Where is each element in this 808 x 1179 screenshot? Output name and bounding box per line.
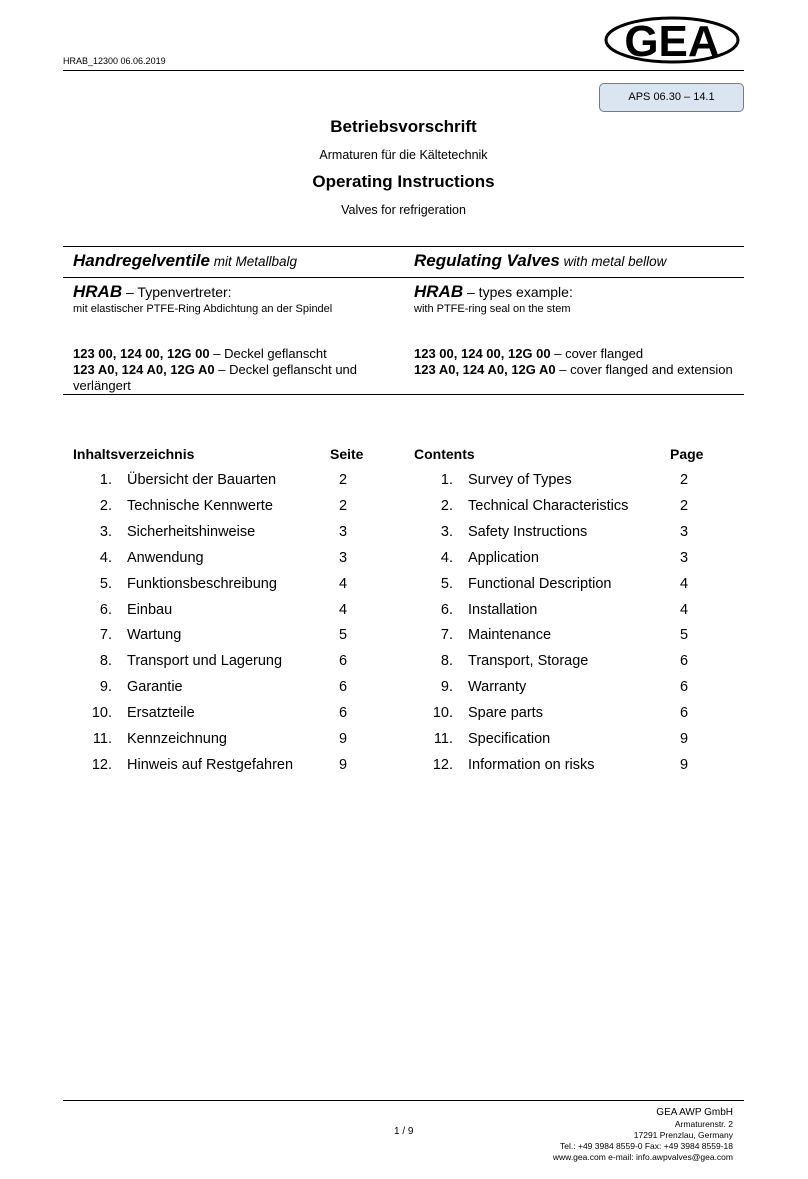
company-web: www.gea.com e-mail: info.awpvalves@gea.com (552, 1152, 733, 1162)
toc-item-page: 3 (679, 523, 689, 540)
toc-item-page: 2 (679, 497, 689, 514)
toc-item-label: Application (468, 549, 539, 566)
toc-item-label: Technical Characteristics (468, 497, 629, 514)
toc-item-label: Anwendung (127, 549, 204, 566)
toc-item-number: 11. (433, 731, 453, 747)
toc-item-page: 6 (338, 679, 348, 696)
toc-item-number: 7. (99, 627, 112, 644)
toc-item-page: 3 (338, 549, 348, 566)
subtitle-german: Armaturen für die Kältetechnik (319, 148, 488, 162)
toc-item-label: Specification (468, 731, 551, 747)
product-rule-middle (63, 277, 744, 278)
toc-item-number: 9. (440, 679, 453, 696)
toc-item-number: 4. (99, 549, 112, 566)
page-number: 1 / 9 (394, 1126, 414, 1137)
toc-item-label: Functional Description (468, 575, 612, 592)
product-heading-german: Handregelventile mit Metallbalg (73, 251, 298, 270)
toc-item-number: 5. (440, 575, 453, 592)
seal-note-german: mit elastischer PTFE-Ring Abdichtung an der Spindel (73, 303, 333, 315)
toc-item-number: 12. (432, 756, 453, 773)
toc-page-heading-english: Page (670, 446, 704, 462)
toc-item-page: 2 (679, 472, 689, 488)
seal-note-english: with PTFE-ring seal on the stem (414, 303, 571, 315)
company-phone: Tel.: +49 3984 8559-0 Fax: +49 3984 8559-18 (560, 1141, 733, 1151)
toc-item-label: Technische Kennwerte (127, 497, 273, 514)
toc-item-page: 9 (679, 756, 689, 773)
title-english: Operating Instructions (312, 172, 495, 191)
toc-item-number: 4. (440, 549, 453, 566)
toc-item-number: 8. (440, 653, 453, 670)
variant-line-1: 123 00, 124 00, 12G 00 – cover flanged (414, 346, 644, 361)
header-rule (63, 70, 744, 71)
toc-item-number: 2. (440, 497, 453, 514)
variant-line-2: 123 A0, 124 A0, 12G A0 – Deckel geflanscht und verlängert (73, 362, 358, 393)
toc-item-page: 4 (338, 601, 348, 618)
toc-item-page: 3 (679, 549, 689, 566)
toc-item-label: Installation (468, 601, 538, 618)
toc-item-page: 5 (338, 627, 348, 644)
toc-item-number: 3. (440, 523, 453, 540)
toc-item-number: 1. (99, 472, 112, 488)
toc-item-label: Safety Instructions (468, 523, 588, 540)
toc-item-number: 3. (99, 523, 112, 540)
toc-item-page: 4 (338, 575, 348, 592)
toc-item-number: 9. (99, 679, 112, 696)
toc-item-label: Spare parts (468, 705, 543, 722)
toc-item-page: 6 (679, 705, 689, 722)
product-rule-bottom (63, 394, 744, 395)
svg-text:GEA: GEA (624, 17, 720, 66)
toc-item-number: 1. (440, 472, 453, 488)
toc-item-page: 4 (679, 575, 689, 592)
toc-item-label: Transport und Lagerung (127, 653, 283, 670)
company-city: 17291 Prenzlau, Germany (633, 1130, 733, 1140)
aps-badge: APS 06.30 – 14.1 (599, 83, 744, 112)
toc-item-page: 2 (338, 497, 348, 514)
toc-item-page: 6 (338, 653, 348, 670)
toc-item-number: 11. (92, 731, 112, 747)
toc-item-label: Garantie (127, 679, 183, 696)
toc-item-page: 6 (679, 653, 689, 670)
toc-item-label: Einbau (127, 601, 173, 618)
toc-item-page: 4 (679, 601, 689, 618)
toc-item-label: Information on risks (468, 756, 595, 773)
document-reference: HRAB_12300 06.06.2019 (63, 56, 166, 66)
toc-item-page: 9 (679, 731, 689, 747)
toc-item-number: 8. (99, 653, 112, 670)
toc-item-label: Maintenance (468, 627, 552, 644)
toc-item-label: Funktionsbeschreibung (127, 575, 277, 592)
toc-item-label: Hinweis auf Restgefahren (127, 756, 294, 773)
toc-item-number: 6. (99, 601, 112, 618)
toc-page-heading-german: Seite (330, 446, 364, 462)
footer-rule (63, 1100, 744, 1101)
toc-item-label: Wartung (127, 627, 182, 644)
toc-item-page: 6 (679, 679, 689, 696)
toc-item-page: 6 (338, 705, 348, 722)
type-heading-english: HRAB – types example: (414, 282, 573, 301)
toc-item-label: Übersicht der Bauarten (127, 472, 277, 488)
company-street: Armaturenstr. 2 (674, 1119, 733, 1129)
toc-heading-english: Contents (414, 446, 475, 462)
toc-item-page: 2 (338, 472, 348, 488)
toc-item-number: 2. (99, 497, 112, 514)
toc-item-label: Survey of Types (468, 472, 572, 488)
toc-item-label: Kennzeichnung (127, 731, 227, 747)
toc-item-number: 10. (91, 705, 112, 722)
toc-item-number: 5. (99, 575, 112, 592)
variants-english (414, 346, 739, 378)
toc-item-page: 5 (679, 627, 689, 644)
type-heading-german: HRAB – Typenvertreter: (73, 282, 232, 301)
toc-item-label: Ersatzteile (127, 705, 195, 722)
toc-item-page: 9 (338, 756, 348, 773)
toc-item-label: Transport, Storage (468, 653, 589, 670)
toc-item-number: 10. (432, 705, 453, 722)
toc-item-number: 6. (440, 601, 453, 618)
title-german: Betriebsvorschrift (330, 117, 477, 136)
variant-line-1: 123 00, 124 00, 12G 00 – Deckel geflanscht (73, 346, 327, 361)
company-name: GEA AWP GmbH (656, 1107, 733, 1118)
toc-item-page: 9 (338, 731, 348, 747)
gea-logo (604, 14, 740, 66)
variants-german (73, 346, 398, 394)
toc-item-label: Warranty (468, 679, 527, 696)
product-rule-top (63, 246, 744, 247)
toc-heading-german: Inhaltsverzeichnis (73, 446, 195, 462)
toc-item-number: 7. (440, 627, 453, 644)
toc-item-page: 3 (338, 523, 348, 540)
subtitle-english: Valves for refrigeration (341, 203, 466, 217)
variant-line-2: 123 A0, 124 A0, 12G A0 – cover flanged and extension (414, 362, 733, 377)
toc-item-label: Sicherheitshinweise (127, 523, 256, 540)
toc-item-number: 12. (91, 756, 112, 773)
product-heading-english: Regulating Valves with metal bellow (414, 251, 667, 270)
